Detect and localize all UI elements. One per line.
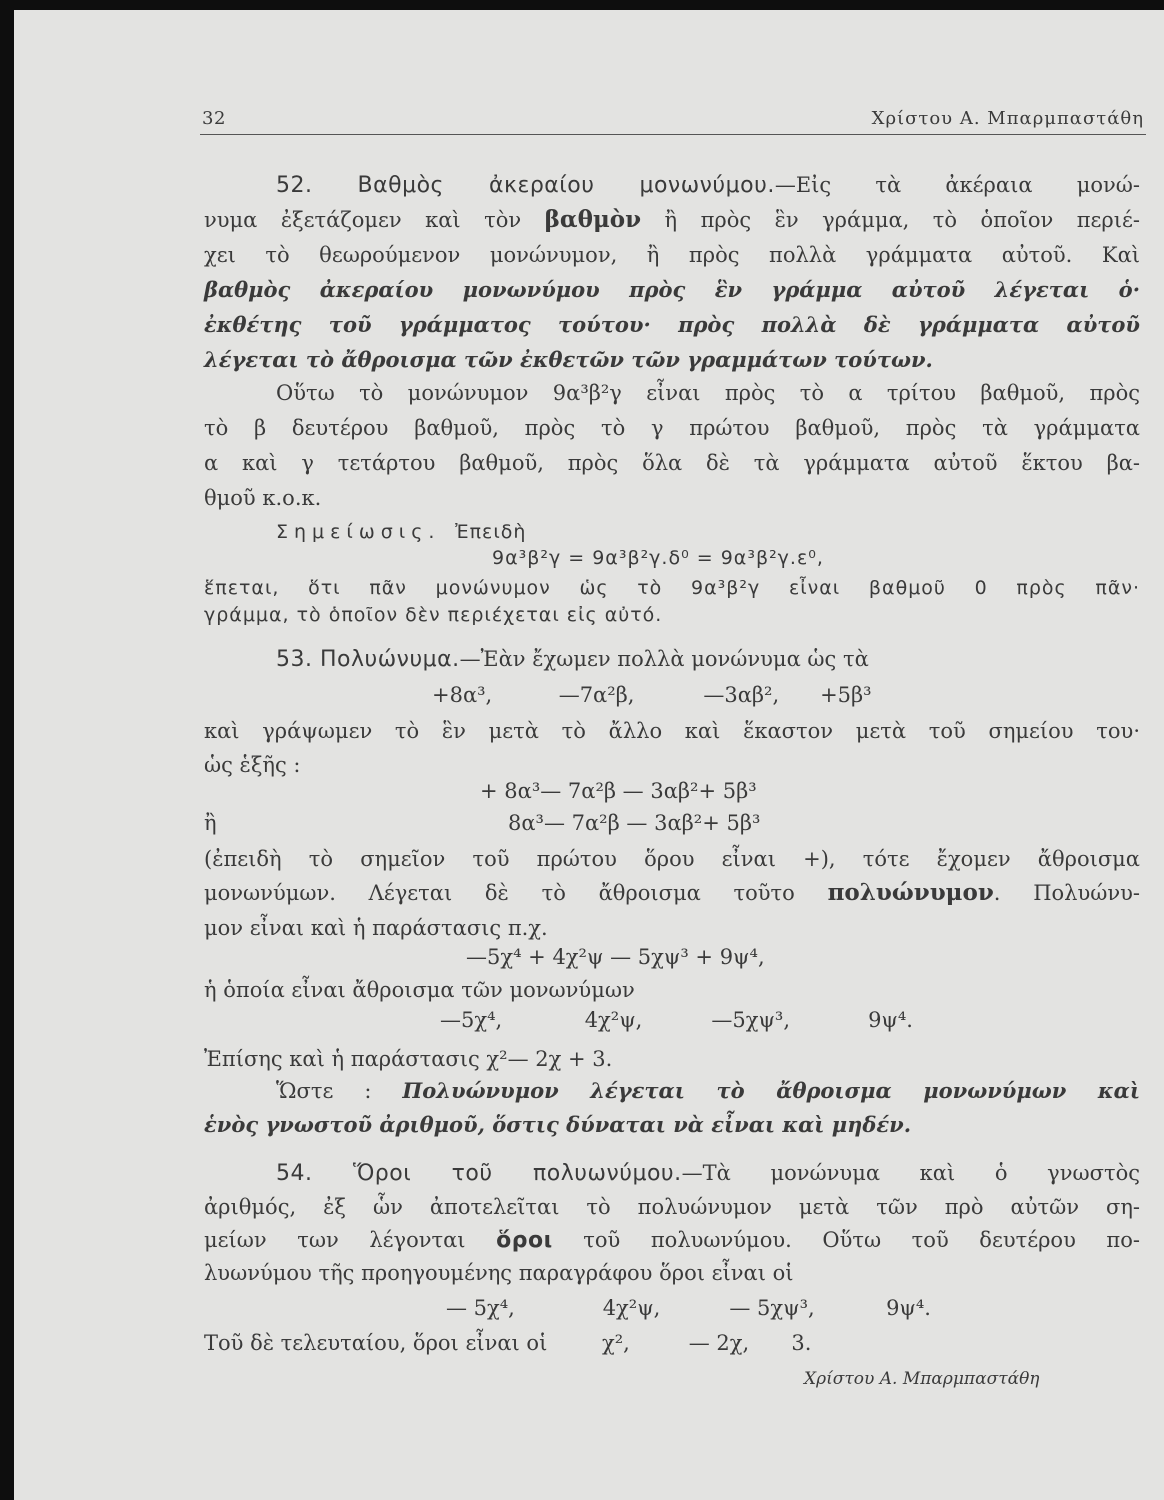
s54-l1-rest: —Τὰ μονώνυμα καὶ ὁ γνωστὸς [681,1161,1140,1185]
s54-term-3: — 5χψ³, [729,1296,815,1320]
s53-line-11: ἡ ὁποία εἶναι ἄθροισμα τῶν μονωνύμων [204,978,635,1002]
note-equation: 9α³β²γ = 9α³β²γ.δ⁰ = 9α³β²γ.ε⁰, [492,547,824,569]
s53-line-13: Ἐπίσης καὶ ἡ παράστασις χ²— 2χ + 3. [204,1047,613,1071]
s52-l1-rest: —Εἰς τὰ ἀκέραια μονώ- [774,173,1140,197]
s52-definition-3: λέγεται τὸ ἄθροισμα τῶν ἐκθετῶν τῶν γραμμάτων τούτων. [204,347,933,372]
s54-l6a: Τοῦ δὲ τελευταίου, ὅροι εἶναι οἱ [204,1331,548,1355]
s54-line-6 [204,1328,811,1358]
s52-line-9: α καὶ γ τετάρτου βαθμοῦ, πρὸς ὅλα δὲ τὰ γράμματα αὐτοῦ ἕκτου βα- [204,451,1140,475]
s53-definition-1: Πολυώνυμον λέγεται τὸ ἄθροισμα μονωνύμων καὶ [402,1078,1140,1103]
note-intro: Ἐπειδὴ [455,521,527,543]
s54-line-1 [204,1158,1140,1188]
s54-l3b: τοῦ πολυωνύμου. Οὕτω τοῦ δευτέρου πο- [583,1228,1140,1252]
s53-equation-2: 8α³— 7α²β — 3αβ²+ 5β³ [508,811,761,835]
s53-l8a: μονωνύμων. Λέγεται δὲ τὸ ἄθροισμα τοῦτο [204,881,795,905]
s53-terms [440,1005,913,1035]
s52-definition-1: βαθμὸς ἀκεραίου μονωνύμου πρὸς ἓν γράμμα αὐτοῦ λέγεται ὁ· [204,277,1140,302]
s53-therefore: Ὥστε : [276,1079,372,1103]
s54-term-4: 9ψ⁴. [886,1296,931,1320]
s53-equation-3: —5χ⁴ + 4χ²ψ — 5χψ³ + 9ψ⁴, [466,945,765,969]
s54-terms [446,1293,931,1323]
s52-line-8: τὸ β δευτέρου βαθμοῦ, πρὸς τὸ γ πρώτου βαθμοῦ, πρὸς τὰ γράμματα [204,416,1140,440]
s52-note [276,516,526,546]
s53-bold-term: πολυώνυμον [827,879,994,906]
s53-definition-2: ἑνὸς γνωστοῦ ἀριθμοῦ, ὅστις δύναται νὰ εἶναι καὶ μηδέν. [204,1112,912,1137]
s53-l8b: . Πολυώνυ- [993,881,1140,905]
s53-term-1: —5χ⁴, [440,1008,503,1032]
monomial-1: +8α³, [432,683,493,707]
monomial-3: —3αβ², [703,683,780,707]
header-rule [200,134,1146,135]
s52-l2b: ἢ πρὸς ἓν γράμμα, τὸ ὁποῖον περιέ- [664,208,1140,232]
s54-line-3 [204,1225,1140,1255]
monomial-2: —7α²β, [558,683,635,707]
s53-term-4: 9ψ⁴. [868,1008,913,1032]
page-number: 32 [202,108,226,129]
s54-heading: 54. Ὅροι τοῦ πολυωνύμου. [276,1161,682,1186]
running-head: Χρίστου Α. Μπαρμπαστάθη [871,108,1144,129]
note-line-2: ἕπεται, ὅτι πᾶν μονώνυμον ὡς τὸ 9α³β²γ εἶναι βαθμοῦ 0 πρὸς πᾶν· [204,577,1140,599]
s54-line-4: λυωνύμου τῆς προηγουμένης παραγράφου ὅροι εἶναι οἱ [204,1261,794,1285]
s52-line-3: χει τὸ θεωρούμενον μονώνυμον, ἢ πρὸς πολλὰ γράμματα αὐτοῦ. Καὶ [204,243,1140,267]
s53-equation-1: + 8α³— 7α²β — 3αβ²+ 5β³ [480,779,757,803]
s53-line-3: καὶ γράψωμεν τὸ ἓν μετὰ τὸ ἄλλο καὶ ἕκαστον μετὰ τοῦ σημείου του· [204,719,1140,743]
footer-signature: Χρίστου Α. Μπαρμπαστάθη [804,1369,1040,1389]
s52-line-10: θμοῦ κ.ο.κ. [204,486,322,510]
s52-line-1 [204,170,1140,200]
s54-line-2: ἀριθμός, ἐξ ὧν ἀποτελεῖται τὸ πολυώνυμον μετὰ τῶν πρὸ αὐτῶν ση- [204,1195,1140,1219]
s53-line-1 [276,644,869,674]
s52-heading: 52. Βαθμὸς ἀκεραίου μονωνύμου. [276,173,775,198]
s53-or: ἢ [204,811,217,835]
s52-l2a: νυμα ἐξετάζομεν καὶ τὸν [204,208,522,232]
s53-monomials [432,680,872,710]
s54-bold-term: ὅροι [496,1228,553,1253]
s54-term-2: 4χ²ψ, [602,1296,661,1320]
note-label: Σημείωσις. [276,521,441,543]
s54-l3a: μείων των λέγονται [204,1228,466,1252]
s54-l6-terms [602,1331,811,1355]
note-line-3: γράμμα, τὸ ὁποῖον δὲν περιέχεται εἰς αὐτό. [204,604,663,626]
s53-heading: 53. Πολυώνυμα. [276,647,460,672]
s53-line-8 [204,878,1140,908]
monomial-4: +5β³ [820,683,872,707]
s52-definition-2: ἐκθέτης τοῦ γράμματος τούτου· πρὸς πολλὰ δὲ γράμματα αὐτοῦ [204,312,1140,337]
s54-term-1: — 5χ⁴, [446,1296,515,1320]
page-header [202,108,1144,134]
s53-term-2: 4χ²ψ, [584,1008,643,1032]
s52-bold-term: βαθμὸν [544,206,642,233]
s53-l1-rest: —Ἐὰν ἔχωμεν πολλὰ μονώνυμα ὡς τὰ [459,647,869,671]
book-page [14,10,1164,1500]
s53-line-9: μον εἶναι καὶ ἡ παράστασις π.χ. [204,916,548,940]
s52-line-7: Οὕτω τὸ μονώνυμον 9α³β²γ εἶναι πρὸς τὸ α τρίτου βαθμοῦ, πρὸς [276,381,1140,405]
s53-term-3: —5χψ³, [711,1008,791,1032]
s54-l6-term-1: χ², [602,1331,630,1355]
s54-l6-term-3: 3. [791,1331,812,1355]
s52-line-2 [204,205,1140,235]
s53-line-14 [276,1076,1140,1106]
s53-line-7: (ἐπειδὴ τὸ σημεῖον τοῦ πρώτου ὅρου εἶναι +), τότε ἔχομεν ἄθροισμα [204,847,1140,871]
s53-line-4: ὡς ἑξῆς : [204,753,301,777]
s54-l6-term-2: — 2χ, [688,1331,750,1355]
